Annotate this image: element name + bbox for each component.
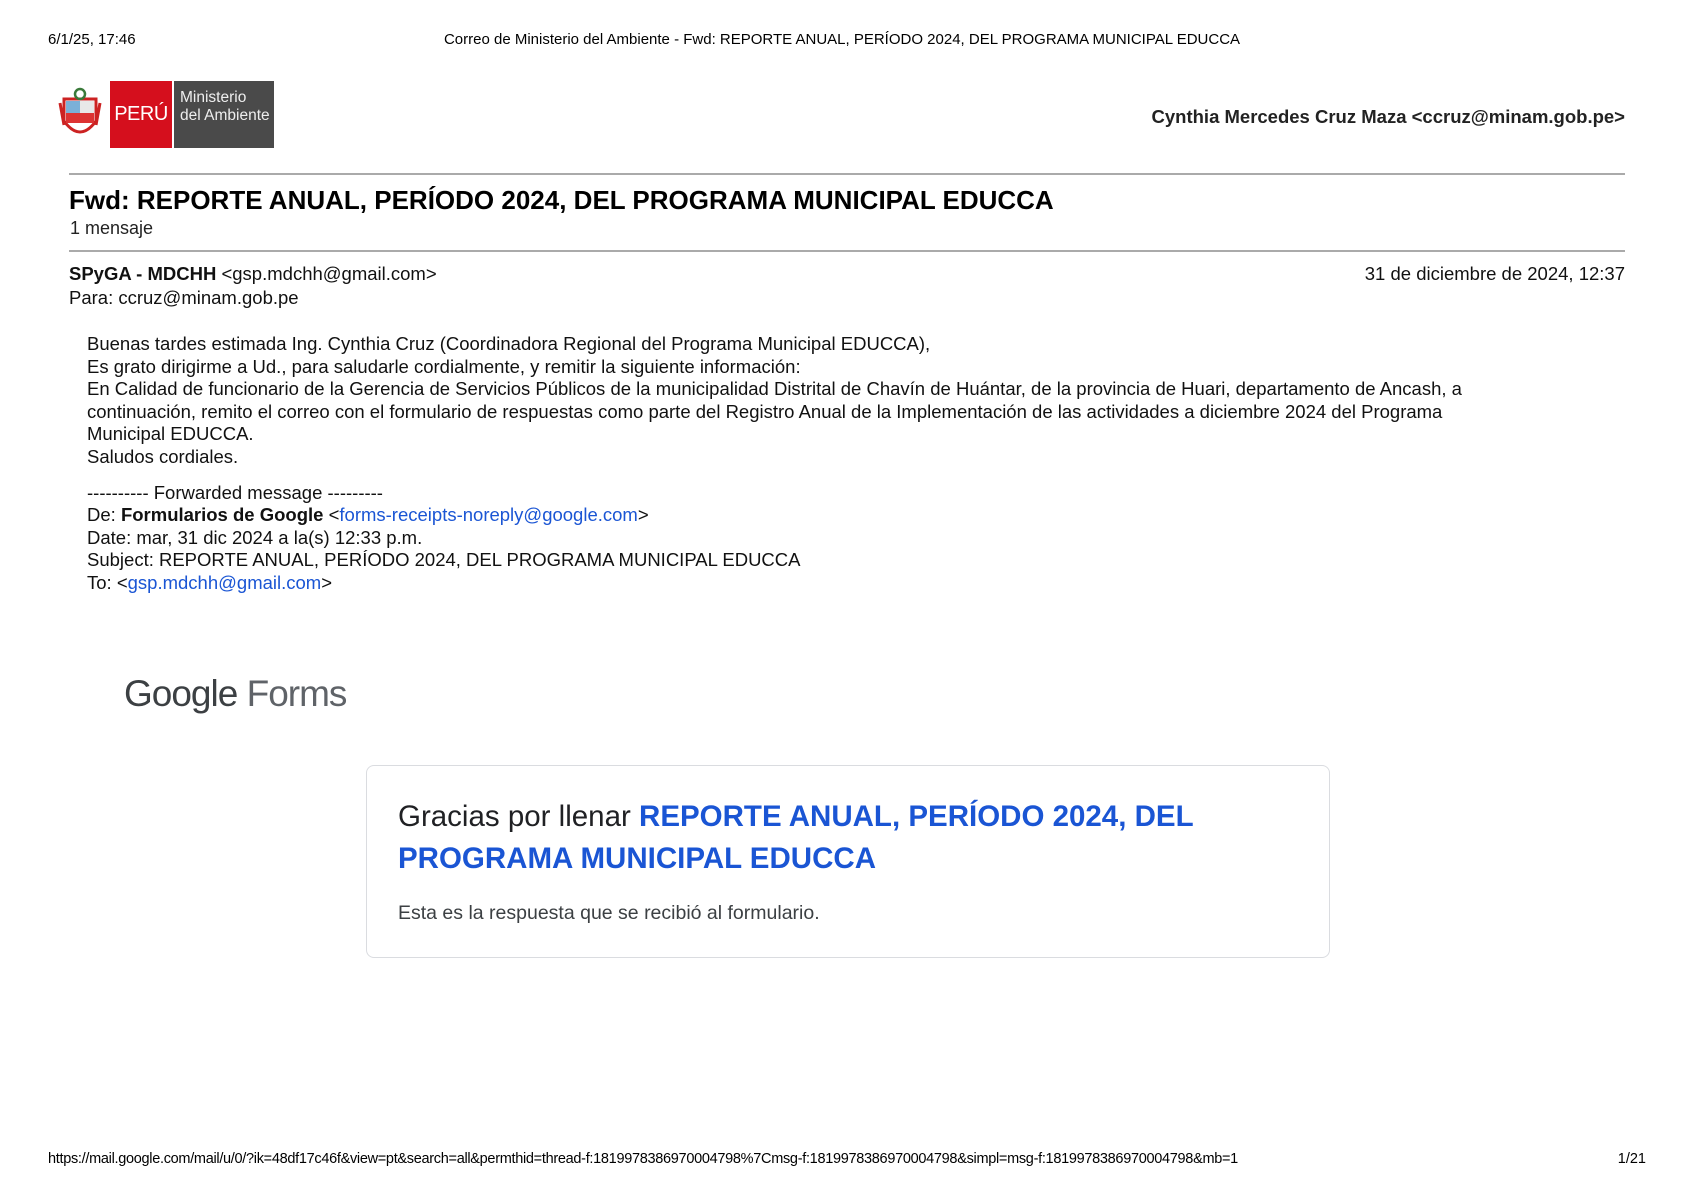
account-identity: Cynthia Mercedes Cruz Maza <ccruz@minam.gob.pe> [1151,106,1625,127]
print-datetime: 6/1/25, 17:46 [48,31,136,48]
thanks-heading: Gracias por llenar REPORTE ANUAL, PERÍODO 2024, DEL PROGRAMA MUNICIPAL EDUCCA [398,800,1194,875]
ministry-logo [58,81,274,148]
divider [69,173,1625,175]
recipient: Para: ccruz@minam.gob.pe [69,287,299,308]
peru-crest-icon [58,85,102,145]
forwarded-to-email-link[interactable]: gsp.mdchh@gmail.com [127,571,322,593]
message-date: 31 de diciembre de 2024, 12:37 [1364,263,1625,284]
divider [69,250,1625,252]
sender-name: SPyGA - MDCHH [69,263,217,284]
peru-label: PERÚ [110,81,172,148]
form-confirmation-card [366,765,1330,958]
print-url: https://mail.google.com/mail/u/0/?ik=48df17c46f&view=pt&search=all&permthid=thread-f:1819978386970004798%7Cmsg-f:1819978386970004798&simpl=msg-f:1819978386970004798&mb=1 [48,1151,1238,1167]
forwarded-separator: ---------- Forwarded message --------- [87,481,383,503]
forwarded-to: To: <gsp.mdchh@gmail.com> [87,571,333,593]
google-forms-logo: Google Forms [124,673,347,714]
print-title: Correo de Ministerio del Ambiente - Fwd: REPORTE ANUAL, PERÍODO 2024, DEL PROGRAMA MUNICIPAL EDUCCA [443,31,1241,48]
thread-subject: Fwd: REPORTE ANUAL, PERÍODO 2024, DEL PROGRAMA MUNICIPAL EDUCCA [69,185,1054,215]
response-note: Esta es la respuesta que se recibió al formulario. [398,902,820,924]
page-number: 1/21 [1617,1151,1646,1167]
sender [69,263,437,285]
forwarded-subject: Subject: REPORTE ANUAL, PERÍODO 2024, DEL PROGRAMA MUNICIPAL EDUCCA [87,549,801,571]
ministry-label: Ministerio del Ambiente [172,81,274,148]
forwarded-date: Date: mar, 31 dic 2024 a la(s) 12:33 p.m. [87,526,423,548]
message-body: Buenas tardes estimada Ing. Cynthia Cruz (Coordinadora Regional del Programa Municipal EDUCCA), Es grato dirigirme a Ud., para saludarle cordialmente, y remitir la siguiente información: En Calidad de funcionario de la Gerencia de Servicios Públicos de la municipalidad Distrital de Chavín de Huántar, de la provincia de Huari, departamento de Ancash, a continuación, remito el correo con el formulario de respuestas como parte del Registro Anual de la Implementación de las actividades a diciembre 2024 del Programa Municipal EDUCCA. Saludos cordiales. ---------- Forwarded message --------- De: Formularios de Google <forms-receipts-noreply@google.com> Date: mar, 31 dic 2024 a la(s) 12:33 p.m. Subject: REPORTE ANUAL, PERÍODO 2024, DEL PROGRAMA MUNICIPAL EDUCCA To: <gsp.mdchh@gmail.com> [87,333,1462,593]
sender-email: <gsp.mdchh@gmail.com> [221,263,437,284]
form-title-link[interactable]: REPORTE ANUAL, PERÍODO 2024, DEL [639,800,1194,833]
forwarded-from-email-link[interactable]: forms-receipts-noreply@google.com [339,504,638,526]
form-title-link-line2[interactable]: PROGRAMA MUNICIPAL EDUCCA [398,842,877,875]
message-count: 1 mensaje [70,218,154,238]
forwarded-from: De: Formularios de Google <forms-receipts-noreply@google.com> [87,504,649,526]
